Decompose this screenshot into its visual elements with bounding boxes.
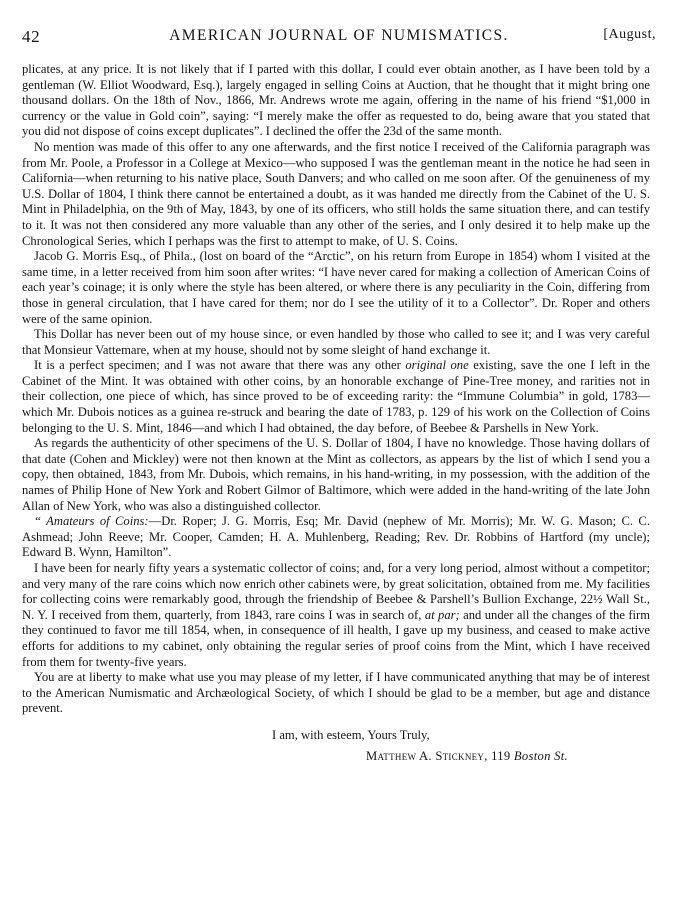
- journal-title: AMERICAN JOURNAL OF NUMISMATICS.: [169, 27, 509, 44]
- text-run: plicates, at any price. It is not likely that if I parted with this dollar, I could ever obtain another, as I have been told by a gentleman (W. Elliot Woodward, Esq.), largely engaged in selling Coins at Auction, that he thought that it might bring one thousand dollars. On the 18th of Nov., 1866, Mr. Andrews wrote me again, offering in the name of his friend “$1,000 in currency or the value in Gold coin”, saying: “I merely make the offer as requested to do, being aware that you stated that you did not dispose of coins except duplicates”. I declined the offer the 23d of the same month.: [22, 62, 650, 139]
- paragraph: [22, 327, 650, 358]
- salutation: I am, with esteem, Yours Truly,: [272, 728, 430, 742]
- paragraph: [22, 514, 650, 561]
- text-run: and under all the changes of the firm they continued to favor me till 1854, when, in consequence of ill health, I gave up my business, and ceased to make active efforts for additions to my cabinet, only obtaining the regular series of proof coins from the Mint, which I have received from them for twenty-five years.: [22, 607, 651, 669]
- italic-run: original one: [405, 358, 469, 373]
- text-run: It is a perfect specimen; and I was not aware that there was any other: [34, 358, 406, 373]
- italic-run: at par;: [424, 607, 460, 622]
- signature-name: Matthew A. Stickney,: [366, 749, 488, 763]
- paragraph: [22, 436, 650, 514]
- signature-address-number: 119: [491, 749, 511, 763]
- italic-run: “ Amateurs of Coins:: [34, 514, 149, 529]
- text-run: —Dr. Roper; J. G. Morris, Esq; Mr. David (nephew of Mr. Morris); Mr. W. G. Mason; C. C. Ashmead; John Reeve; Mr. Cooper, Camden; H. A. Muhlenberg, Reading; Rev. Dr. Robbins of Hartford (my uncle); Edward B. Wynn, Hamilton”.: [22, 514, 650, 560]
- text-run: As regards the authenticity of other specimens of the U. S. Dollar of 1804, I have no knowledge. Those having dollars of that date (Cohen and Mickley) were not then known at the Mint as collectors, as appears by the list of which I send you a copy, then obtained, 1843, from Mr. Dubois, which remains, in his hand-writing, in my possession, with the addition of the names of Philip Hone of New York and Robert Gilmor of Baltimore, which were added in the hand-writing of the late John Allan of New York, who was also a distinguished collector.: [22, 436, 650, 513]
- paragraph: [22, 249, 650, 327]
- signature-address-street: Boston St.: [513, 749, 568, 763]
- paragraph: [22, 140, 650, 249]
- paragraph: [22, 62, 650, 140]
- text-run: Jacob G. Morris Esq., of Phila., (lost on board of the “Arctic”, on his return from Europe in 1854) whom I visited at the same time, in a letter received from him soon after writes: “I have never cared for making a collection of American Coins of each year’s coinage; it is only where the style has been altered, or where there is any peculiarity in the Coin, differing from those in general circulation, that I have cared for them; nor do I see the utility of it to a Collector”. Dr. Roper and others were of the same opinion.: [22, 249, 650, 326]
- letter-body: [22, 62, 650, 717]
- paragraph: [22, 670, 650, 717]
- paragraph: [22, 561, 650, 670]
- paragraph: [22, 358, 650, 436]
- text-run: You are at liberty to make what use you may please of my letter, if I have communicated anything that may be of interest to the American Numismatic and Archæological Society, of which I should be glad to be a member, but age and distance prevent.: [22, 670, 650, 716]
- text-run: I have been for nearly fifty years a systematic collector of coins; and, for a very long period, almost without a competitor; and very many of the rare coins which now enrich other cabinets were, by great solicitation, obtained from me. My facilities for collecting coins were remarkably good, through the friendship of Beebee & Parshell’s Bullion Exchange, 22½ Wall St., N. Y. I received from them, quarterly, from 1843, rare coins I was in search of,: [22, 561, 650, 622]
- text-run: This Dollar has never been out of my house since, or even handled by those who called to see it; and I was very careful that Monsieur Vattemare, when at my house, should not by some sleight of hand exchange it.: [22, 327, 650, 357]
- page-number: 42: [22, 27, 41, 46]
- text-run: existing, save the one I left in the Cabinet of the Mint. It was obtained with other coins, by an honorable exchange of Pine-Tree money, and rarities not in their collection, one piece of which, has since proved to be of exceeding rarity: the “Immune Columbia” in gold, 1783—which Mr. Dubois notices as a guinea re-struck and bearing the date of 1783, p. 129 of his work on the Collection of Coins belonging to the U. S. Mint, 1846—and which I had obtained, the day before, of Beebee & Parshells in New York.: [22, 358, 650, 435]
- running-head: [22, 27, 656, 49]
- signature: [366, 748, 568, 764]
- text-run: No mention was made of this offer to any one afterwards, and the first notice I received of the California paragraph was from Mr. Poole, a Professor in a College at Mexico—who supposed I was the gentleman meant in the notice he had seen in California—when returning to his native place, South Danvers; and who called on me soon after. Of the genuineness of my U.S. Dollar of 1804, I think there cannot be entertained a doubt, as it was handed me directly from the Cabinet of the U. S. Mint in Philadelphia, on the 9th of May, 1843, by one of its officers, who still holds the same situation there, and can testify to it. It was not then considered any more valuable than any other of the series, and I only desired it to help make up the Chronological Series, which I perhaps was the first to attempt to make, of U. S. Coins.: [22, 139, 650, 248]
- issue-month: [August,: [603, 27, 656, 42]
